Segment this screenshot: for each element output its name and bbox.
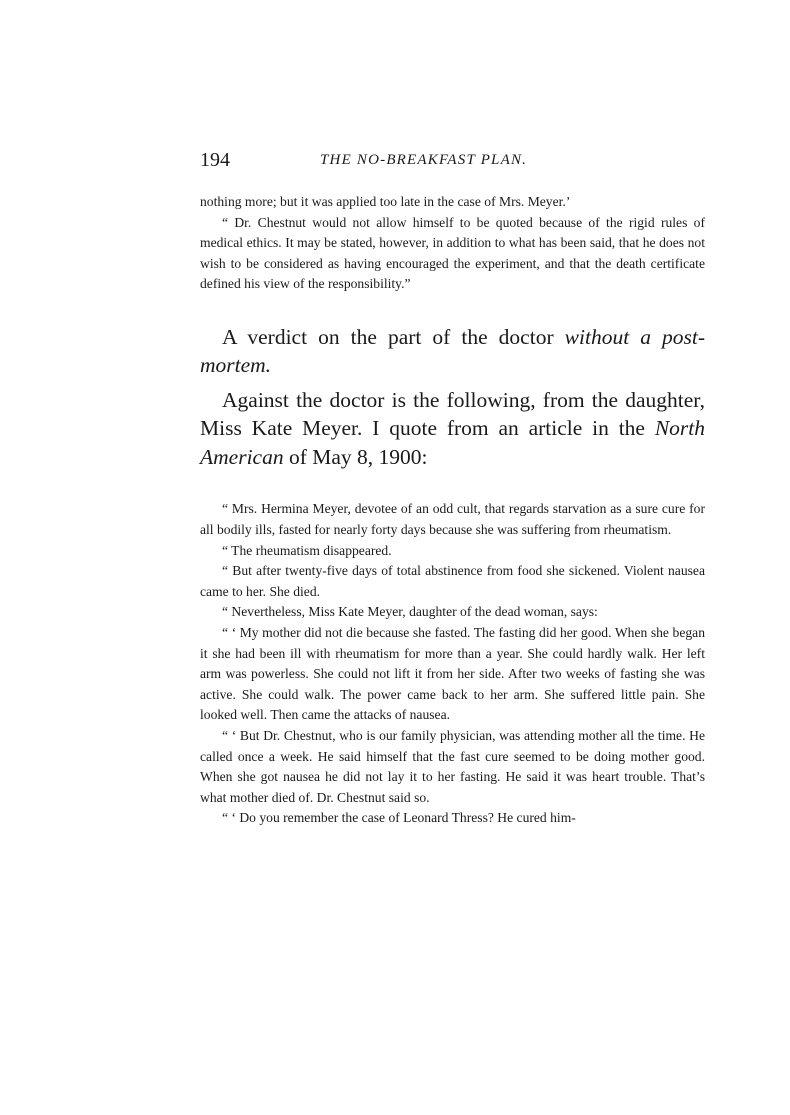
quote-two-paragraph: “ Mrs. Hermina Meyer, devotee of an odd cult, that regards starvation as a sure cure for all bodily ills, fasted for nearly forty days because she was suffering from rheumatism. xyxy=(200,501,705,538)
quote-two-paragraph: “ The rheumatism disappeared. xyxy=(222,542,392,558)
body-text: of May 8, 1900: xyxy=(283,444,428,469)
body-paragraph xyxy=(200,323,705,380)
body-italic-text: North American xyxy=(200,416,705,469)
page-number: 194 xyxy=(200,149,230,171)
quote-two-paragraph: “ ‘ My mother did not die because she fasted. The fasting did her good. When she began it she had been ill with rheumatism for more than a year. She could hardly walk. Her left arm was powerless. She could not lift it from her side. After two weeks of fasting she was active. She could walk. The power came back to her arm. She suffered little pain. She looked well. Then came the attacks of nausea. xyxy=(200,625,705,723)
quote-two-paragraph: “ ‘ Do you remember the case of Leonard Thress? He cured him- xyxy=(222,810,576,826)
page-header xyxy=(200,148,705,172)
book-page xyxy=(200,148,705,829)
quote-two-paragraph: “ ‘ But Dr. Chestnut, who is our family physician, was attending mother all the time. He called once a week. He said himself that the fast cure seemed to be doing mother good. When she got nausea he did not lay it to her fasting. He said it was heart trouble. That’s what mother died of. Dr. Chestnut said so. xyxy=(200,728,705,805)
body-paragraph xyxy=(200,386,705,472)
quote-one-paragraph: nothing more; but it was applied too late in the case of Mrs. Meyer.’ xyxy=(200,194,571,209)
quoted-passage-one xyxy=(200,192,705,295)
running-title: THE NO-BREAKFAST PLAN. xyxy=(320,152,528,168)
body-text: A verdict on the part of the doctor xyxy=(222,324,565,349)
quote-two-paragraph: “ Nevertheless, Miss Kate Meyer, daughter of the dead woman, says: xyxy=(222,604,598,620)
quote-one-paragraph: “ Dr. Chestnut would not allow himself to be quoted because of the rigid rules of medical ethics. It may be stated, however, in addition to what has been said, that he does not wish to be considered as having encouraged the experiment, and that the death certificate defined his view of the responsibility.” xyxy=(200,214,705,292)
body-text: Against the doctor is the following, from the daughter, Miss Kate Meyer. I quote from an article in the xyxy=(200,387,705,441)
body-italic-text: without a post-mortem. xyxy=(200,324,705,378)
quote-two-paragraph: “ But after twenty-five days of total abstinence from food she sickened. Violent nausea came to her. She died. xyxy=(200,563,705,599)
quoted-passage-two xyxy=(200,499,705,829)
